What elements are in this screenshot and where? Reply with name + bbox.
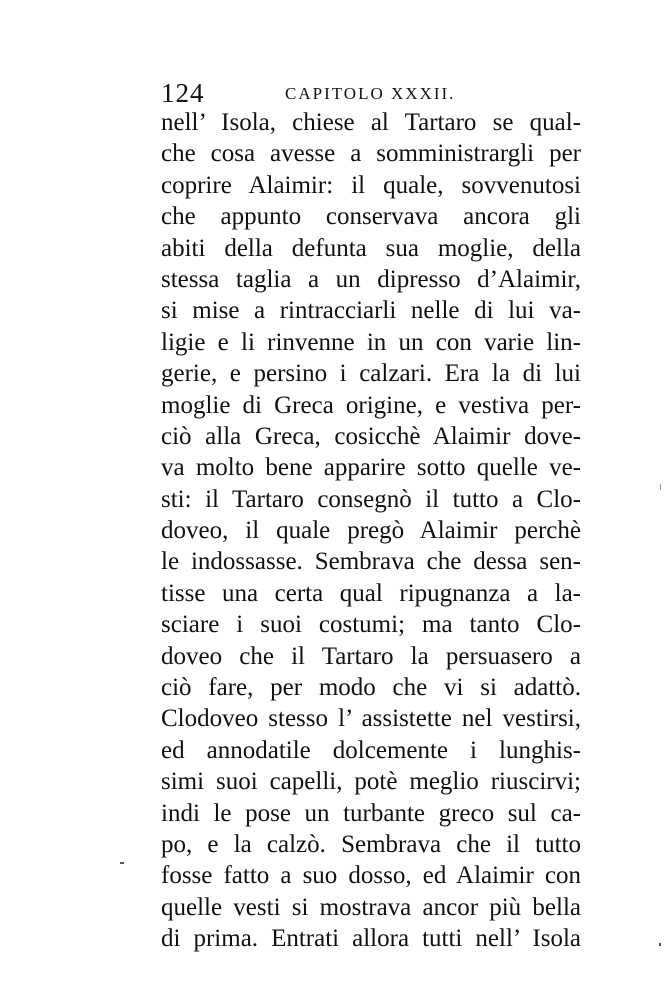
text-line: nell’ Isola, chiese al Tartaro se qual- (161, 109, 581, 136)
text-line: ed annodatile dolcemente i lunghis- (161, 736, 581, 764)
text-line: si mise a rintracciarli nelle di lui va- (161, 297, 581, 325)
text-line: Clodoveo stesso l’ assistette nel vestirsi, (161, 705, 581, 733)
text-line: va molto bene apparire sotto quelle ve- (161, 454, 581, 482)
text-line: le indossasse. Sembrava che dessa sen- (161, 548, 581, 576)
text-line: ciò alla Greca, cosicchè Alaimir dove- (161, 422, 581, 450)
text-line: che appunto conservava ancora gli (161, 203, 581, 231)
running-head: CAPITOLO XXXII. (285, 84, 456, 103)
text-line: doveo, il quale pregò Alaimir perchè (161, 517, 581, 545)
body-text (161, 107, 581, 955)
text-line: simi suoi capelli, potè meglio riuscirvi; (161, 768, 581, 796)
text-line: quelle vesti si mostrava ancor più bella (161, 893, 581, 921)
page-number: 124 (161, 78, 205, 108)
text-line: doveo che il Tartaro la persuasero a (161, 642, 581, 670)
text-line: fosse fatto a suo dosso, ed Alaimir con (161, 862, 581, 890)
text-line: gerie, e persino i calzari. Era la di lui (161, 360, 581, 388)
text-line: sti: il Tartaro consegnò il tutto a Clo- (161, 485, 581, 513)
text-line: ligie e li rinvenne in un con varie lin- (161, 328, 581, 356)
print-speck (660, 484, 661, 490)
text-line: che cosa avesse a somministrargli per (161, 140, 581, 168)
text-line: coprire Alaimir: il quale, sovvenutosi (161, 171, 581, 199)
text-line: ciò fare, per modo che vi si adattò. (161, 674, 581, 702)
print-speck (120, 862, 124, 864)
text-line: di prima. Entrati allora tutti nell’ Isola (161, 925, 581, 953)
page-header (161, 78, 581, 108)
text-line: tisse una certa qual ripugnanza a la- (161, 579, 581, 607)
text-line: sciare i suoi costumi; ma tanto Clo- (161, 611, 581, 639)
text-line: po, e la calzò. Sembrava che il tutto (161, 830, 581, 858)
text-line: indi le pose un turbante greco sul ca- (161, 799, 581, 827)
text-line: abiti della defunta sua moglie, della (161, 234, 581, 262)
text-line: moglie di Greca origine, e vestiva per- (161, 391, 581, 419)
text-line: stessa taglia a un dipresso d’Alaimir, (161, 265, 581, 293)
print-speck (659, 943, 661, 946)
